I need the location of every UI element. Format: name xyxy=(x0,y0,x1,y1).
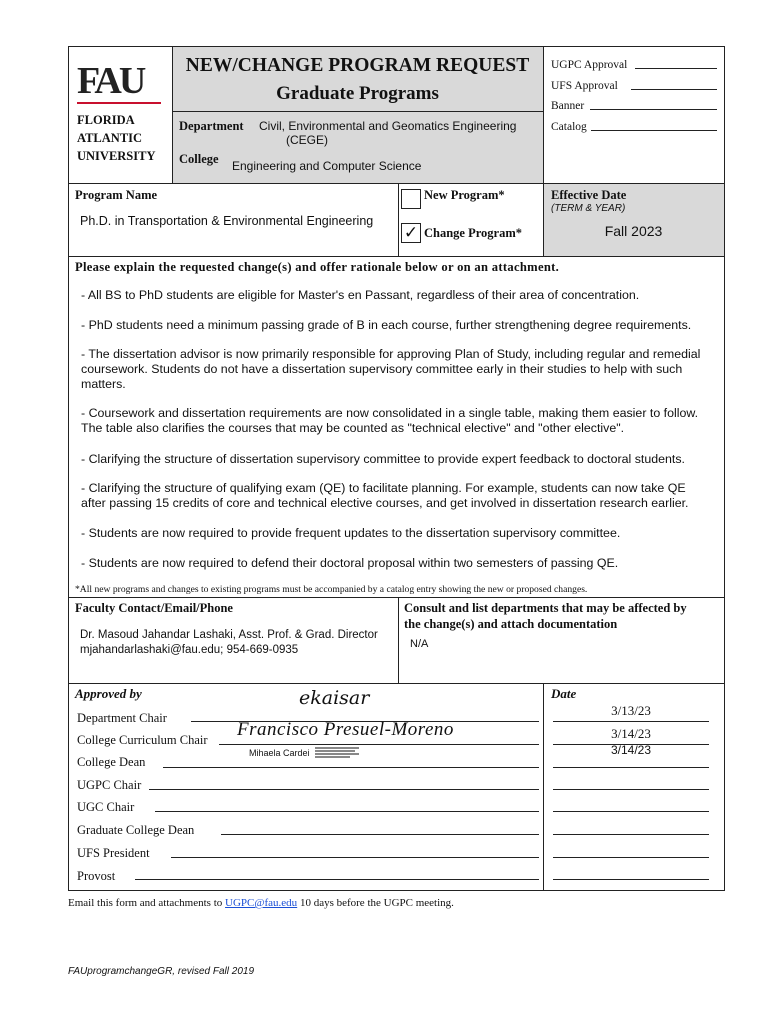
department-chair-signature: ekaisar xyxy=(299,687,370,709)
effective-date-value: Fall 2023 xyxy=(604,223,663,239)
explain-heading: Please explain the requested change(s) and offer rationale below or on an attachment. xyxy=(75,260,560,274)
new-program-label: New Program* xyxy=(424,188,505,202)
consult-label-1: Consult and list departments that may be affected by xyxy=(404,601,687,615)
program-request-form: FAU FLORIDA ATLANTIC UNIVERSITY NEW/CHANGE PROGRAM REQUEST Graduate Programs Department Civil, Environmental and Geomatics Engineering (CEGE) College Engineering and Computer Science UGPC Approval UFS Approval Banner Catalog Program Name Ph.D. in Transportation & Environmental Engineering New Program* ✓ Change Program* Effective Date (TERM & YEAR) Fall 2023 Please explain the requested change(s) and offer rationale below or on an attachment. - All BS to PhD students are eligible for Master's en Passant, regardless of their area of concentration. - PhD students need a minimum passing grade of B in each course, further strengthening degree requirements. - The dissertation advisor is now primarily responsible for approving Plan of Study, including regular and remedial coursework. Students do not have a dissertation supervisory committee early in their studies to help with such matters. - Coursework and dissertation requirements are now consolidated in a single table, making them easier to follow. The table also clarifies the courses that may be counted as "technical elective" and "other elective". - Clarifying the structure of dissertation supervisory committee to provide expert feedback to doctoral students. - Clarifying the structure of qualifying exam (QE) to facilitate planning. For example, students can now take QE after passing 15 credits of core and technical elective courses, and get involved in dissertation research earlier. - Students are now required to provide frequent updates to the dissertation supervisory committee. - Students are now required to defend their doctoral proposal within two semesters of passing QE. *All new programs and changes to existing programs must be accompanied by a catalog entry showing the new or proposed changes. Faculty Contact/Email/Phone Dr. Masoud Jahandar Lashaki, Asst. Prof. & Grad. Director mjahandarlashaki@fau.edu; 954-669-0935 Consult and list departments that may be affected by the change(s) and attach documentation N/A Approved by Date Department Chair ekaisar 3/13/23 College Curriculum Chair Francisco Presuel-Moreno 3/14/23 College Dean Mihaela Cardei 3/14/23 UGPC Chair UGC Chair Graduate College Dean UFS President Provost xyxy=(68,46,725,891)
digital-signature-stamp xyxy=(315,746,359,759)
department-chair-label: Department Chair xyxy=(77,711,167,725)
effective-date-hint: (TERM & YEAR) xyxy=(551,203,626,214)
program-name-label: Program Name xyxy=(75,188,158,202)
faculty-contact-label: Faculty Contact/Email/Phone xyxy=(75,601,233,615)
office-approvals: UGPC Approval UFS Approval Banner Catalog xyxy=(551,59,628,133)
effective-date-label: Effective Date xyxy=(551,188,627,202)
program-name-value: Ph.D. in Transportation & Environmental Engineering xyxy=(80,214,374,228)
college-curriculum-chair-date: 3/14/23 xyxy=(611,726,651,741)
change-item-8: - Students are now required to defend their doctoral proposal within two semesters of passing QE. xyxy=(81,556,619,570)
change-item-5: - Clarifying the structure of dissertation supervisory committee to provide expert feedback to doctoral students. xyxy=(81,452,685,466)
ugc-chair-label: UGC Chair xyxy=(77,800,135,814)
form-title: NEW/CHANGE PROGRAM REQUEST xyxy=(185,55,530,76)
approved-by-heading: Approved by xyxy=(75,686,142,701)
catalog-footnote: *All new programs and changes to existing programs must be accompanied by a catalog entry showing the new or proposed changes. xyxy=(75,584,588,595)
college-curriculum-chair-label: College Curriculum Chair xyxy=(77,733,208,747)
department-value-abbr: (CEGE) xyxy=(286,133,328,147)
consult-label-2: the change(s) and attach documentation xyxy=(404,617,618,631)
college-dean-signature: Mihaela Cardei xyxy=(249,748,310,758)
email-instructions: Email this form and attachments to UGPC@fau.edu 10 days before the UGPC meeting. xyxy=(68,897,454,909)
logo-underline xyxy=(77,102,161,104)
change-program-label: Change Program* xyxy=(424,226,523,240)
graduate-college-dean-label: Graduate College Dean xyxy=(77,823,195,837)
college-label: College xyxy=(179,152,219,166)
ugpc-chair-label: UGPC Chair xyxy=(77,778,142,792)
department-value: Civil, Environmental and Geomatics Engineering xyxy=(259,119,517,133)
college-dean-date: 3/14/23 xyxy=(610,743,652,757)
change-item-3: - The dissertation advisor is now primarily responsible for approving Plan of Study, including regular and remedial coursework. Students do not have a dissertation supervisory committee early in their studies to help with such matters. xyxy=(81,347,701,391)
date-heading: Date xyxy=(551,686,577,701)
ugpc-email-link[interactable]: UGPC@fau.edu xyxy=(225,897,298,909)
new-program-checkbox[interactable] xyxy=(401,189,421,209)
ufs-president-label: UFS President xyxy=(77,846,150,860)
change-item-1: - All BS to PhD students are eligible for Master's en Passant, regardless of their area of concentration. xyxy=(81,288,640,302)
change-program-checkbox[interactable]: ✓ xyxy=(401,223,421,243)
college-dean-label: College Dean xyxy=(77,755,146,769)
faculty-contact-name: Dr. Masoud Jahandar Lashaki, Asst. Prof. & Grad. Director xyxy=(80,629,378,641)
change-item-2: - PhD students need a minimum passing grade of B in each course, further strengthening degree requirements. xyxy=(81,318,692,332)
change-item-7: - Students are now required to provide frequent updates to the dissertation supervisory committee. xyxy=(81,526,621,540)
university-name: FLORIDA ATLANTIC UNIVERSITY xyxy=(77,113,156,163)
provost-label: Provost xyxy=(77,869,116,883)
faculty-contact-email: mjahandarlashaki@fau.edu; 954-669-0935 xyxy=(80,644,299,656)
college-value: Engineering and Computer Science xyxy=(232,159,422,173)
change-item-6: - Clarifying the structure of qualifying exam (QE) to facilitate planning. For example, students can now take QE after passing 15 credits of core and technical elective courses, and get involved in dissertation research earlier. xyxy=(81,481,689,510)
department-chair-date: 3/13/23 xyxy=(611,703,651,718)
form-subtitle: Graduate Programs xyxy=(276,83,439,104)
consult-value: N/A xyxy=(410,638,429,650)
college-curriculum-chair-signature: Francisco Presuel-Moreno xyxy=(237,719,454,740)
change-item-4: - Coursework and dissertation requirements are now consolidated in a single table, making them easier to follow. The table also clarifies the courses that may be counted as "technical elective" and "other elective". xyxy=(81,406,699,435)
revision-note: FAUprogramchangeGR, revised Fall 2019 xyxy=(68,966,255,977)
department-label: Department xyxy=(179,119,244,133)
